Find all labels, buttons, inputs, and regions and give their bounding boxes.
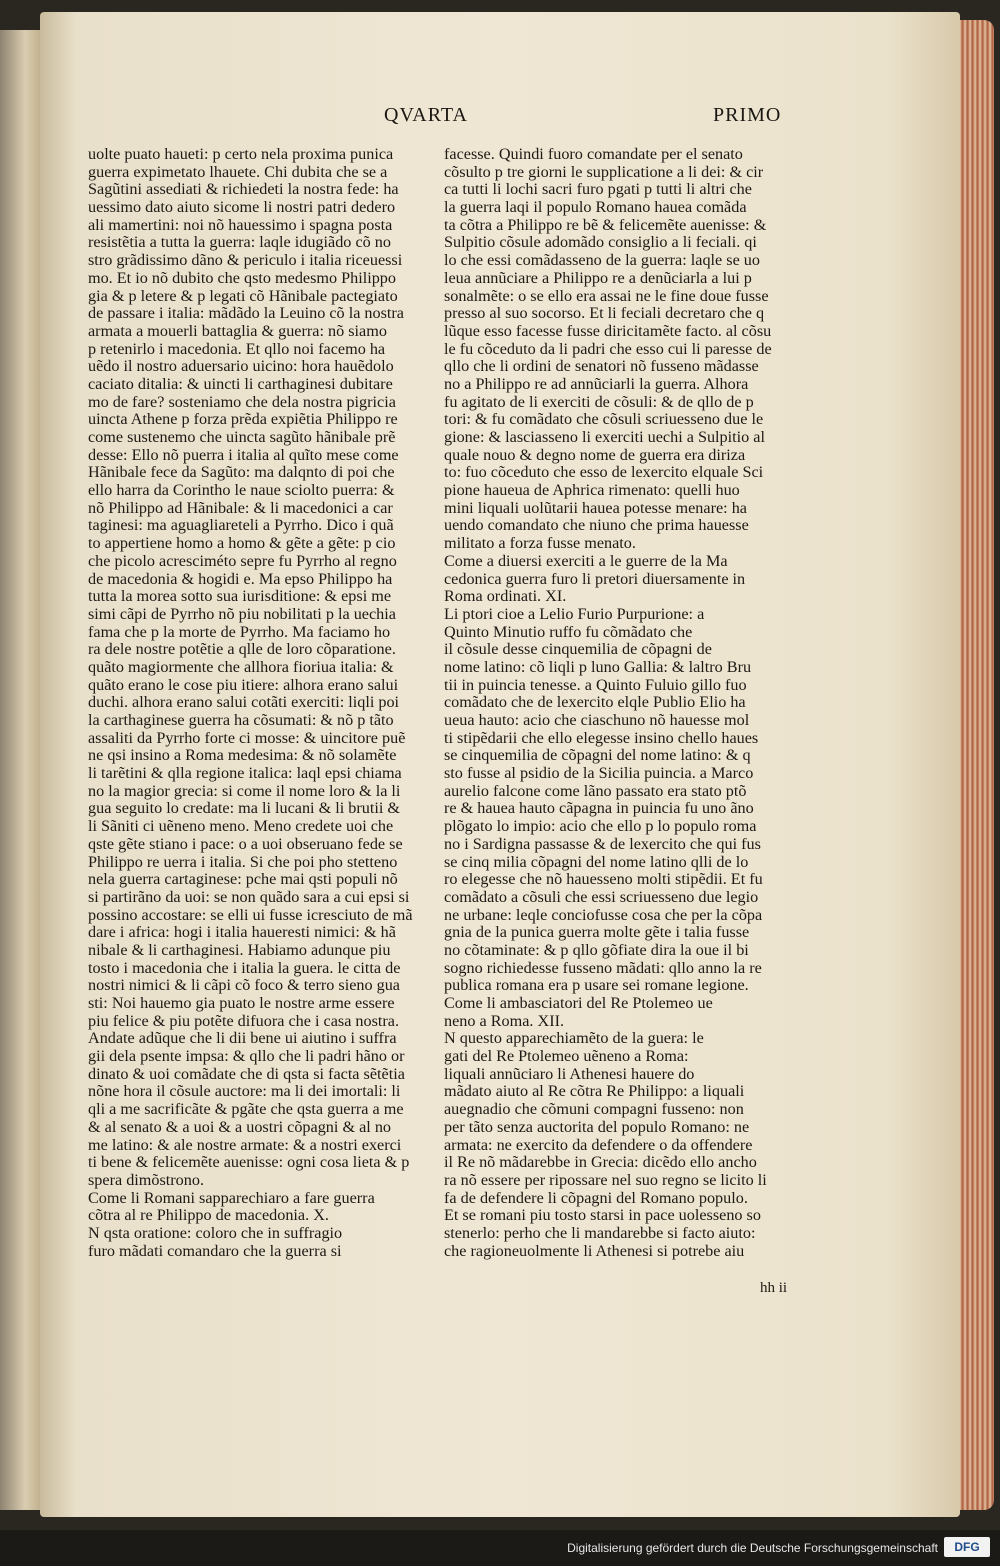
text-line: qste gẽte stiano i pace: o a uoi obseruano fede se <box>88 834 403 853</box>
text-line: facesse. Quindi fuoro comandate per el senato <box>444 145 743 163</box>
text-line: mãdato aiuto al Re cõtra Re Philippo: a liquali <box>444 1082 745 1101</box>
text-line: no a Philippo re ad annũciarli la guerra. Alhora <box>444 374 749 393</box>
text-line: uessimo dato aiuto sicome li nostri patri dedero <box>88 198 396 217</box>
text-line: ti bene & felicemẽte auenisse: ogni cosa lieta & p <box>88 1153 410 1172</box>
text-line: sto fusse al psidio de la Sicilia puincia. a Marco <box>444 764 754 783</box>
text-line: come sustenemo che uincta sagũto hãnibale prẽ <box>88 428 396 446</box>
text-line: ra nõ essere per ripossare nel suo regno se licito li <box>444 1170 767 1189</box>
text-line: ta cõtra a Philippo re bẽ & felicemẽte auenisse: & <box>444 215 767 234</box>
text-line: che ragioneuolmente li Athenesi si potrebe aiu <box>444 1241 745 1260</box>
text-line: ello harra da Corintho le naue sciolto puerra: & <box>88 481 395 500</box>
text-line: Come li Romani sapparechiaro a fare guerra <box>88 1188 375 1207</box>
text-line: ca tutti li lochi sacri furo pgati p tutti li altri che <box>444 180 752 199</box>
signature-mark: hh ii <box>760 1280 788 1296</box>
text-line: comãdato a cõsuli che essi scriuesseno due legio <box>444 887 759 906</box>
text-line: sonalmẽte: o se ello era assai ne le fine doue fusse <box>444 286 769 305</box>
text-line: la carthaginese guerra ha cõsumati: & nõ p tãto <box>88 711 394 729</box>
text-line: nõne hora il cõsule auctore: ma li dei imortali: li <box>88 1082 401 1101</box>
funding-credit: Digitalisierung gefördert durch die Deutsche Forschungsgemeinschaft <box>567 1541 938 1555</box>
text-line: to: fuo cõceduto che esso de lexercito elquale Sci <box>444 463 764 482</box>
text-line: me latino: & ale nostre armate: & a nostri exerci <box>88 1135 402 1154</box>
text-line: nome latino: cõ liqli p luno Gallia: & laltro Bru <box>444 657 752 676</box>
text-line: tosto i macedonia che i italia la guera. le citta de <box>88 958 401 977</box>
text-line: quãto magiormente che allhora fioriua italia: & <box>88 657 394 676</box>
text-line: militato a forza fusse menato. <box>444 534 636 553</box>
text-line: comãdato che de lexercito elqle Publio Elio ha <box>444 693 746 712</box>
text-line: dinato & uoi comãdate che di qsta si facta sẽtẽtia <box>88 1064 405 1083</box>
text-line: le fu cõceduto da li padri che esso cui li paresse de <box>444 339 772 358</box>
text-line: mini liquali uolũtarii hauea potesse menare: ha <box>444 498 747 517</box>
text-line: furo mãdati comandaro che la guerra si <box>88 1241 342 1260</box>
text-line: Li ptori cioe a Lelio Furio Purpurione: a <box>444 604 705 623</box>
text-line: liquali annũciaro li Athenesi hauere do <box>444 1064 695 1083</box>
text-line: aurelio falcone come lãno passato era stato ptõ <box>444 781 747 800</box>
text-column-left <box>88 146 433 1260</box>
text-line: armata a mouerli battaglia & guerra: nõ siamo <box>88 321 387 340</box>
text-line: assaliti da Pyrrho forte ci mosse: & uincitore puẽ <box>88 728 406 747</box>
text-line: la guerra laqi il populo Romano hauea comãda <box>444 198 747 217</box>
text-line: fa de defendere li cõpagni del Romano populo. <box>444 1188 748 1207</box>
text-line: gione: & lasciasseno li exerciti uechi a Sulpitio al <box>444 428 765 446</box>
text-line: pione haueua de Aphrica rimenato: quelli huo <box>444 481 740 500</box>
text-line: ra dele nostre potẽtie a qlle de loro cõparatione. <box>88 640 396 659</box>
text-line: possino accostare: se elli ui fusse icresciuto de mã <box>88 905 413 924</box>
text-line: gii dela psente impsa: & qllo che li padri hãno or <box>88 1047 405 1066</box>
text-line: se cinquemilia de cõpagni del nome latino: & q <box>444 746 751 765</box>
text-line: nostri nimici & li cãpi cõ foco & terro sieno gua <box>88 976 400 995</box>
text-line: tutta la morea sotto sua iurisditione: & epsi me <box>88 587 392 606</box>
text-line: Sulpitio cõsule adomãdo consiglio a li feciali. qi <box>444 233 757 252</box>
text-line: uẽdo il nostro aduersario uicino: hora hauẽdolo <box>88 357 394 376</box>
text-line: li Sãniti ci uẽneno meno. Meno credete uoi che <box>88 817 394 836</box>
text-line: Roma ordinati. XI. <box>444 587 567 606</box>
text-line: N qsta oratione: coloro che in suffragio <box>88 1223 343 1242</box>
text-line: per tãto senza auctorita del populo Romano: ne <box>444 1117 750 1136</box>
text-line: resistẽtia a tutta la guerra: laqle idugiãdo cõ no <box>88 233 391 252</box>
text-line: uolte puato haueti: p certo nela proxima punica <box>88 145 394 163</box>
text-line: spera dimõstrono. <box>88 1170 204 1189</box>
left-page-edge <box>0 30 42 1510</box>
text-line: stro grãdissimo dãno & periculo i italia riceuessi <box>88 251 403 270</box>
text-line: li tarẽtini & qlla regione italica: laql epsi chiama <box>88 764 402 783</box>
text-line: quãto erano le cose piu itiere: alhora erano salui <box>88 675 399 694</box>
text-line: gnia de la punica guerra molte gẽte i talia fusse <box>444 923 750 942</box>
text-line: Et se romani piu tosto starsi in pace uolesseno so <box>444 1206 761 1225</box>
text-line: stenerlo: perho che li mandarebbe si facto aiuto: <box>444 1223 756 1242</box>
text-line: auegnadio che cõmuni compagni fusseno: non <box>444 1100 744 1119</box>
text-line: che picolo acresciméto sepre fu Pyrrho al regno <box>88 551 397 570</box>
text-line: fama che p la morte de Pyrrho. Ma faciamo ho <box>88 622 391 641</box>
text-line: cõtra al re Philippo de macedonia. X. <box>88 1206 329 1225</box>
text-line: sogno richiedesse fusseno mãdati: qllo anno la re <box>444 958 762 977</box>
text-line: mo de fare? sosteniamo che dela nostra pigricia <box>88 392 396 411</box>
text-line: il cõsule desse cinquemilia de cõpagni de <box>444 640 712 659</box>
text-line: guerra expimetato lhauete. Chi dubita che se a <box>88 162 388 181</box>
text-line: plõgato lo impio: acio che ello p lo populo roma <box>444 817 757 836</box>
text-line: nela guerra cartaginese: pche mai qsti populi nõ <box>88 870 398 889</box>
text-line: tori: & fu comãdato che cõsuli scriuesseno due le <box>444 410 764 429</box>
text-line: qli a me sacrificãte & pgãte che qsta guerra a me <box>88 1100 404 1119</box>
text-line: dare i africa: hogi i italia haueresti nimici: & hã <box>88 923 396 942</box>
text-line: ti stipẽdarii che ello elegesse insino chello haues <box>444 728 759 747</box>
text-column-right <box>444 146 789 1260</box>
text-line: & al senato & a uoi & a uostri cõpagni & al no <box>88 1117 392 1136</box>
text-line: fu agitato de li exerciti de cõsuli: & de qllo de p <box>444 392 754 411</box>
text-line: neno a Roma. XII. <box>444 1011 565 1030</box>
text-line: Come li ambasciatori del Re Ptolemeo ue <box>444 994 713 1012</box>
text-line: ro elegesse che nõ hauesseno molti stipẽdii. Et fu <box>444 870 763 889</box>
text-line: piu felice & piu potẽte difuora che i casa nostra. <box>88 1011 400 1030</box>
text-line: Sagũtini assediati & richiedeti la nostra fede: ha <box>88 180 399 199</box>
text-line: gati del Re Ptolemeo uẽneno a Roma: <box>444 1047 689 1066</box>
text-line: armata: ne exercito da defendere o da offendere <box>444 1135 753 1154</box>
text-line: gua seguito lo credate: ma li lucani & li brutii & <box>88 799 400 818</box>
text-line: presso al suo socorso. Et li feciali decretaro che q <box>444 304 765 323</box>
text-line: de macedonia & hogidi e. Ma epso Philippo ha <box>88 569 393 588</box>
text-line: qllo che li ordini de senatori nõ fusseno mãdasse <box>444 357 759 376</box>
text-line: to appertiene homo a homo & gẽte a gẽte: p cio <box>88 534 396 553</box>
text-line: cõsulto p tre giorni le supplicatione a li dei: & cir <box>444 162 764 181</box>
text-line: leua annũciare a Philippo re a denũciarla a lui p <box>444 268 752 287</box>
text-line: ueua hauto: acio che ciaschuno nõ hauesse mol <box>444 711 750 729</box>
text-line: se cinq milia cõpagni del nome latino qlli de lo <box>444 852 749 871</box>
running-head-left: QVARTA <box>384 104 468 126</box>
text-line: nõ Philippo ad Hãnibale: & li macedonici a car <box>88 498 393 517</box>
text-line: no la magior grecia: si come il nome loro & la li <box>88 781 401 800</box>
text-line: p retenirlo i macedonia. Et qllo noi facemo ha <box>88 339 386 358</box>
running-head-right: PRIMO <box>713 104 782 126</box>
text-line: Come a diuersi exerciti a le guerre de la Ma <box>444 551 728 570</box>
text-line: cedonica guerra furo li pretori diuersamente in <box>444 569 746 588</box>
text-line: duchi. alhora erano salui cotãti exerciti: liqli poi <box>88 693 400 712</box>
text-line: desse: Ello nõ puerra i italia al quĩto mese come <box>88 445 399 464</box>
text-line: caciato ditalia: & uincti li carthaginesi dubitare <box>88 374 393 393</box>
text-line: no cõtaminate: & p qllo gõfiate dira la oue il bi <box>444 940 749 959</box>
text-line: nibale & li carthaginesi. Habiamo adunque piu <box>88 940 391 959</box>
text-line: N questo apparechiamẽto de la guera: le <box>444 1029 704 1048</box>
text-line: simi cãpi de Pyrrho nõ piu nobilitati p la uechia <box>88 604 396 623</box>
text-line: Andate adũque che li dii bene ui aiutino i suffra <box>88 1029 397 1048</box>
text-line: lo che essi comãdasseno de la guerra: laqle se uo <box>444 251 760 270</box>
text-line: tii in puincia tenesse. a Quinto Fuluio gillo fuo <box>444 675 747 694</box>
text-line: publica romana era p usare sei romane legione. <box>444 976 749 995</box>
dfg-logo: DFG <box>944 1537 990 1557</box>
text-line: il Re nõ mãdarebbe in Grecia: dicẽdo ello ancho <box>444 1153 757 1172</box>
text-line: ne qsi insino a Roma medesima: & nõ solamẽte <box>88 746 397 765</box>
text-line: quale nouo & degno nome de guerra era diriza <box>444 445 746 464</box>
text-line: ne urbane: leqle conciofusse cosa che per la cõpa <box>444 905 763 924</box>
text-line: Quinto Minutio ruffo fu cõmãdato che <box>444 622 693 641</box>
text-line: mo. Et io nõ dubito che qsto medesmo Philippo <box>88 268 396 287</box>
text-line: lũque esso facesse fusse diricitamẽte facto. al cõsu <box>444 321 772 340</box>
text-line: ali mamertini: noi nõ hauessimo i spagna posta <box>88 215 393 234</box>
text-line: re & hauea hauto cãpagna in puincia fu uno ãno <box>444 799 754 818</box>
text-line: taginesi: ma aguagliareteli a Pyrrho. Dico i quã <box>88 516 394 535</box>
text-line: no i Sardigna passasse & de lexercito che qui fus <box>444 834 761 853</box>
text-line: Hãnibale fece da Sagũto: ma dalqnto di poi che <box>88 463 395 482</box>
text-line: uendo comandato che niuno che prima hauesse <box>444 516 749 535</box>
text-line: sti: Noi hauemo gia puato le nostre arme essere <box>88 994 395 1012</box>
text-line: gia & p letere & p legati cõ Hãnibale pactegiato <box>88 286 398 305</box>
text-line: Philippo re uerra i italia. Si che poi pho stetteno <box>88 852 398 871</box>
text-line: si partirãno da uoi: se non quãdo sara a cui epsi si <box>88 887 410 906</box>
text-line: de passare i italia: mãdãdo la Leuino cõ la nostra <box>88 304 404 323</box>
text-line: uincta Athene p forza prẽda expiẽtia Philippo re <box>88 410 398 429</box>
